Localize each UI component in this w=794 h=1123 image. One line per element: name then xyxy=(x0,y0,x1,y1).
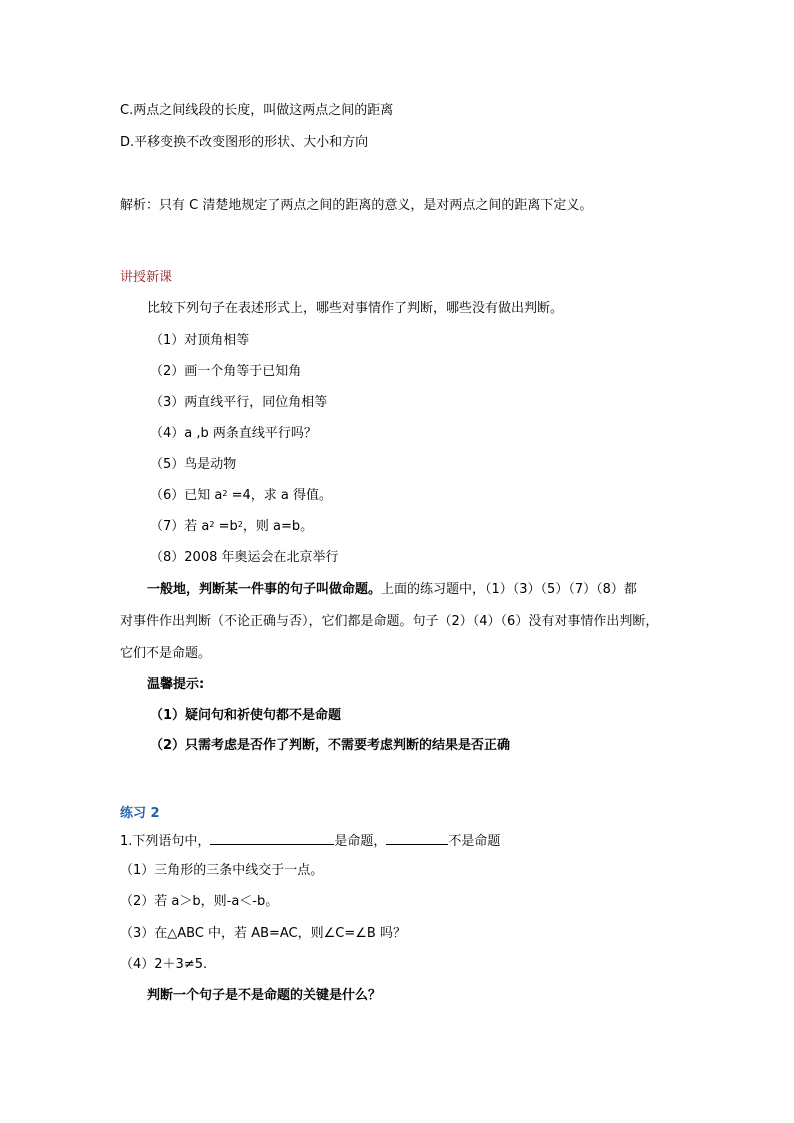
list-item: （7）若 $a^2 =b^2$，则 a=b。 xyxy=(150,519,314,534)
lesson-prompt: 比较下列句子在表述形式上，哪些对事情作了判断，哪些没有做出判断。 xyxy=(147,301,564,316)
tip-item: （1）疑问句和祈使句都不是命题 xyxy=(150,708,342,723)
list-item: （1）三角形的三条中线交于一点。 xyxy=(120,863,324,878)
option-d: D.平移变换不改变图形的形状、大小和方向 xyxy=(120,135,369,150)
section-title-new-lesson: 讲授新课 xyxy=(120,270,173,285)
answer-blank[interactable] xyxy=(210,830,334,845)
answer-blank[interactable] xyxy=(386,830,448,845)
option-c: C.两点之间线段的长度，叫做这两点之间的距离 xyxy=(120,103,394,118)
analysis-text: 解析：只有 C 清楚地规定了两点之间的距离的意义，是对两点之间的距离下定义。 xyxy=(120,198,593,213)
definition-line-3: 它们不是命题。 xyxy=(120,646,212,661)
tip-title: 温馨提示: xyxy=(147,677,205,692)
list-item: （4）2＋3≠5. xyxy=(120,957,208,972)
list-item: （3）两直线平行，同位角相等 xyxy=(150,395,328,410)
list-item: （6）已知 $a^2 =4$，求 a 得值。 xyxy=(150,488,332,503)
list-item: （1）对顶角相等 xyxy=(150,333,250,348)
tip-item: （2）只需考虑是否作了判断，不需要考虑判断的结果是否正确 xyxy=(150,738,511,753)
definition-bold: 一般地，判断某一件事的句子叫做命题。 xyxy=(147,582,382,597)
list-item: （3）在△ABC 中，若 AB=AC，则∠C=∠B 吗？ xyxy=(120,926,406,941)
list-item: （5）鸟是动物 xyxy=(150,457,237,472)
list-item: （8）2008 年奥运会在北京举行 xyxy=(150,550,339,565)
list-item: （4）a ,b 两条直线平行吗？ xyxy=(150,426,317,441)
exercise-question-1: 1.下列语句中， 是命题， 不是命题 xyxy=(120,830,500,852)
section-title-exercise-2: 练习 2 xyxy=(120,806,160,821)
list-item: （2）若 a＞b，则-a＜-b。 xyxy=(120,894,279,909)
list-item: （2）画一个角等于已知角 xyxy=(150,364,302,379)
key-question: 判断一个句子是不是命题的关键是什么？ xyxy=(147,988,382,1003)
definition-line-1: 一般地，判断某一件事的句子叫做命题。上面的练习题中，（1）（3）（5）（7）（8）都 xyxy=(147,582,637,597)
definition-line-2: 对事件作出判断（不论正确与否），它们都是命题。句子（2）（4）（6）没有对事情作出判断， xyxy=(120,614,659,629)
